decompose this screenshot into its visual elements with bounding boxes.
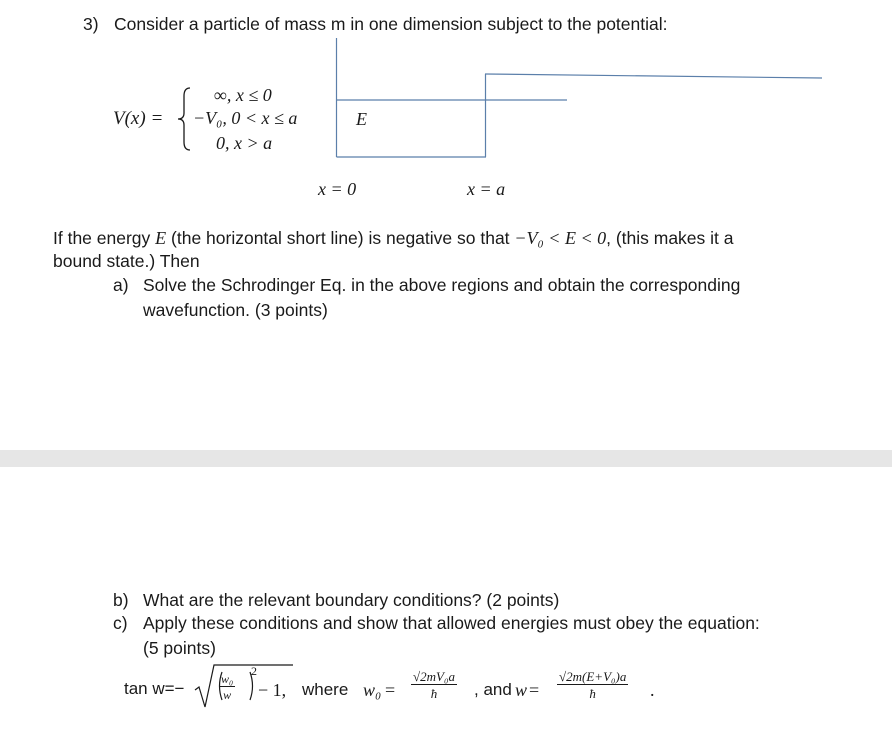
equals-sign: = bbox=[385, 680, 396, 700]
part-c-line-1: Apply these conditions and show that allowed energies must obey the equation: bbox=[143, 613, 760, 633]
fraction-denominator: w bbox=[223, 688, 232, 702]
part-c-marker: c) bbox=[113, 613, 128, 633]
body-text: If the energy bbox=[53, 228, 156, 248]
part-b-text: What are the relevant boundary conditions? (2 points) bbox=[143, 590, 560, 610]
body-text: (the horizontal short line) is negative so that bbox=[166, 228, 515, 248]
exponent: 2 bbox=[251, 664, 257, 678]
fraction-numerator: w₀ bbox=[221, 672, 234, 686]
w-symbol: w bbox=[515, 680, 528, 700]
hbar-denominator: ħ bbox=[430, 686, 438, 701]
curly-brace bbox=[175, 86, 195, 152]
w0-fraction bbox=[411, 670, 457, 700]
part-c-line-2: (5 points) bbox=[143, 638, 216, 658]
outer-zero-line bbox=[485, 74, 822, 78]
w-numerator: √2m(E+V₀)a bbox=[559, 669, 627, 684]
body-line-1 bbox=[53, 228, 734, 249]
body-text: , (this makes it a bbox=[606, 228, 734, 248]
x-zero-label: x = 0 bbox=[318, 179, 357, 199]
x-a-label: x = a bbox=[467, 179, 506, 199]
problem-intro: Consider a particle of mass m in one dimension subject to the potential: bbox=[114, 14, 668, 34]
w0-symbol: w₀ bbox=[363, 680, 382, 700]
equation-text: tan w=− bbox=[124, 679, 185, 698]
part-b-marker: b) bbox=[113, 590, 129, 610]
part-a-line-2: wavefunction. (3 points) bbox=[143, 300, 328, 320]
hbar-denominator: ħ bbox=[589, 686, 596, 701]
w0-numerator: √2mV₀a bbox=[413, 669, 455, 684]
equation-period: . bbox=[650, 680, 655, 700]
potential-case-1: ∞, x ≤ 0 bbox=[214, 85, 272, 105]
problem-number: 3) bbox=[83, 14, 99, 34]
potential-lhs: V(x) = bbox=[113, 108, 164, 129]
equals-sign: = bbox=[529, 680, 540, 700]
energy-symbol: E bbox=[155, 228, 167, 248]
part-a-line-1: Solve the Schrodinger Eq. in the above regions and obtain the corresponding bbox=[143, 275, 741, 295]
potential-case-2: −V₀, 0 < x ≤ a bbox=[193, 108, 298, 128]
minus-one: − 1, bbox=[258, 680, 287, 700]
energy-label: E bbox=[356, 109, 367, 129]
energy-inequality: −V₀ < E < 0 bbox=[514, 228, 607, 248]
w-fraction bbox=[557, 670, 628, 700]
potential-case-3: 0, x > a bbox=[216, 133, 273, 153]
potential-well-diagram bbox=[330, 30, 830, 165]
part-a-marker: a) bbox=[113, 275, 129, 295]
ratio-fraction bbox=[219, 673, 235, 701]
and-text: , and bbox=[474, 680, 512, 699]
page-separator bbox=[0, 450, 892, 467]
equation-tan bbox=[124, 679, 185, 699]
body-line-2: bound state.) Then bbox=[53, 251, 200, 271]
where-text: where bbox=[302, 680, 349, 699]
